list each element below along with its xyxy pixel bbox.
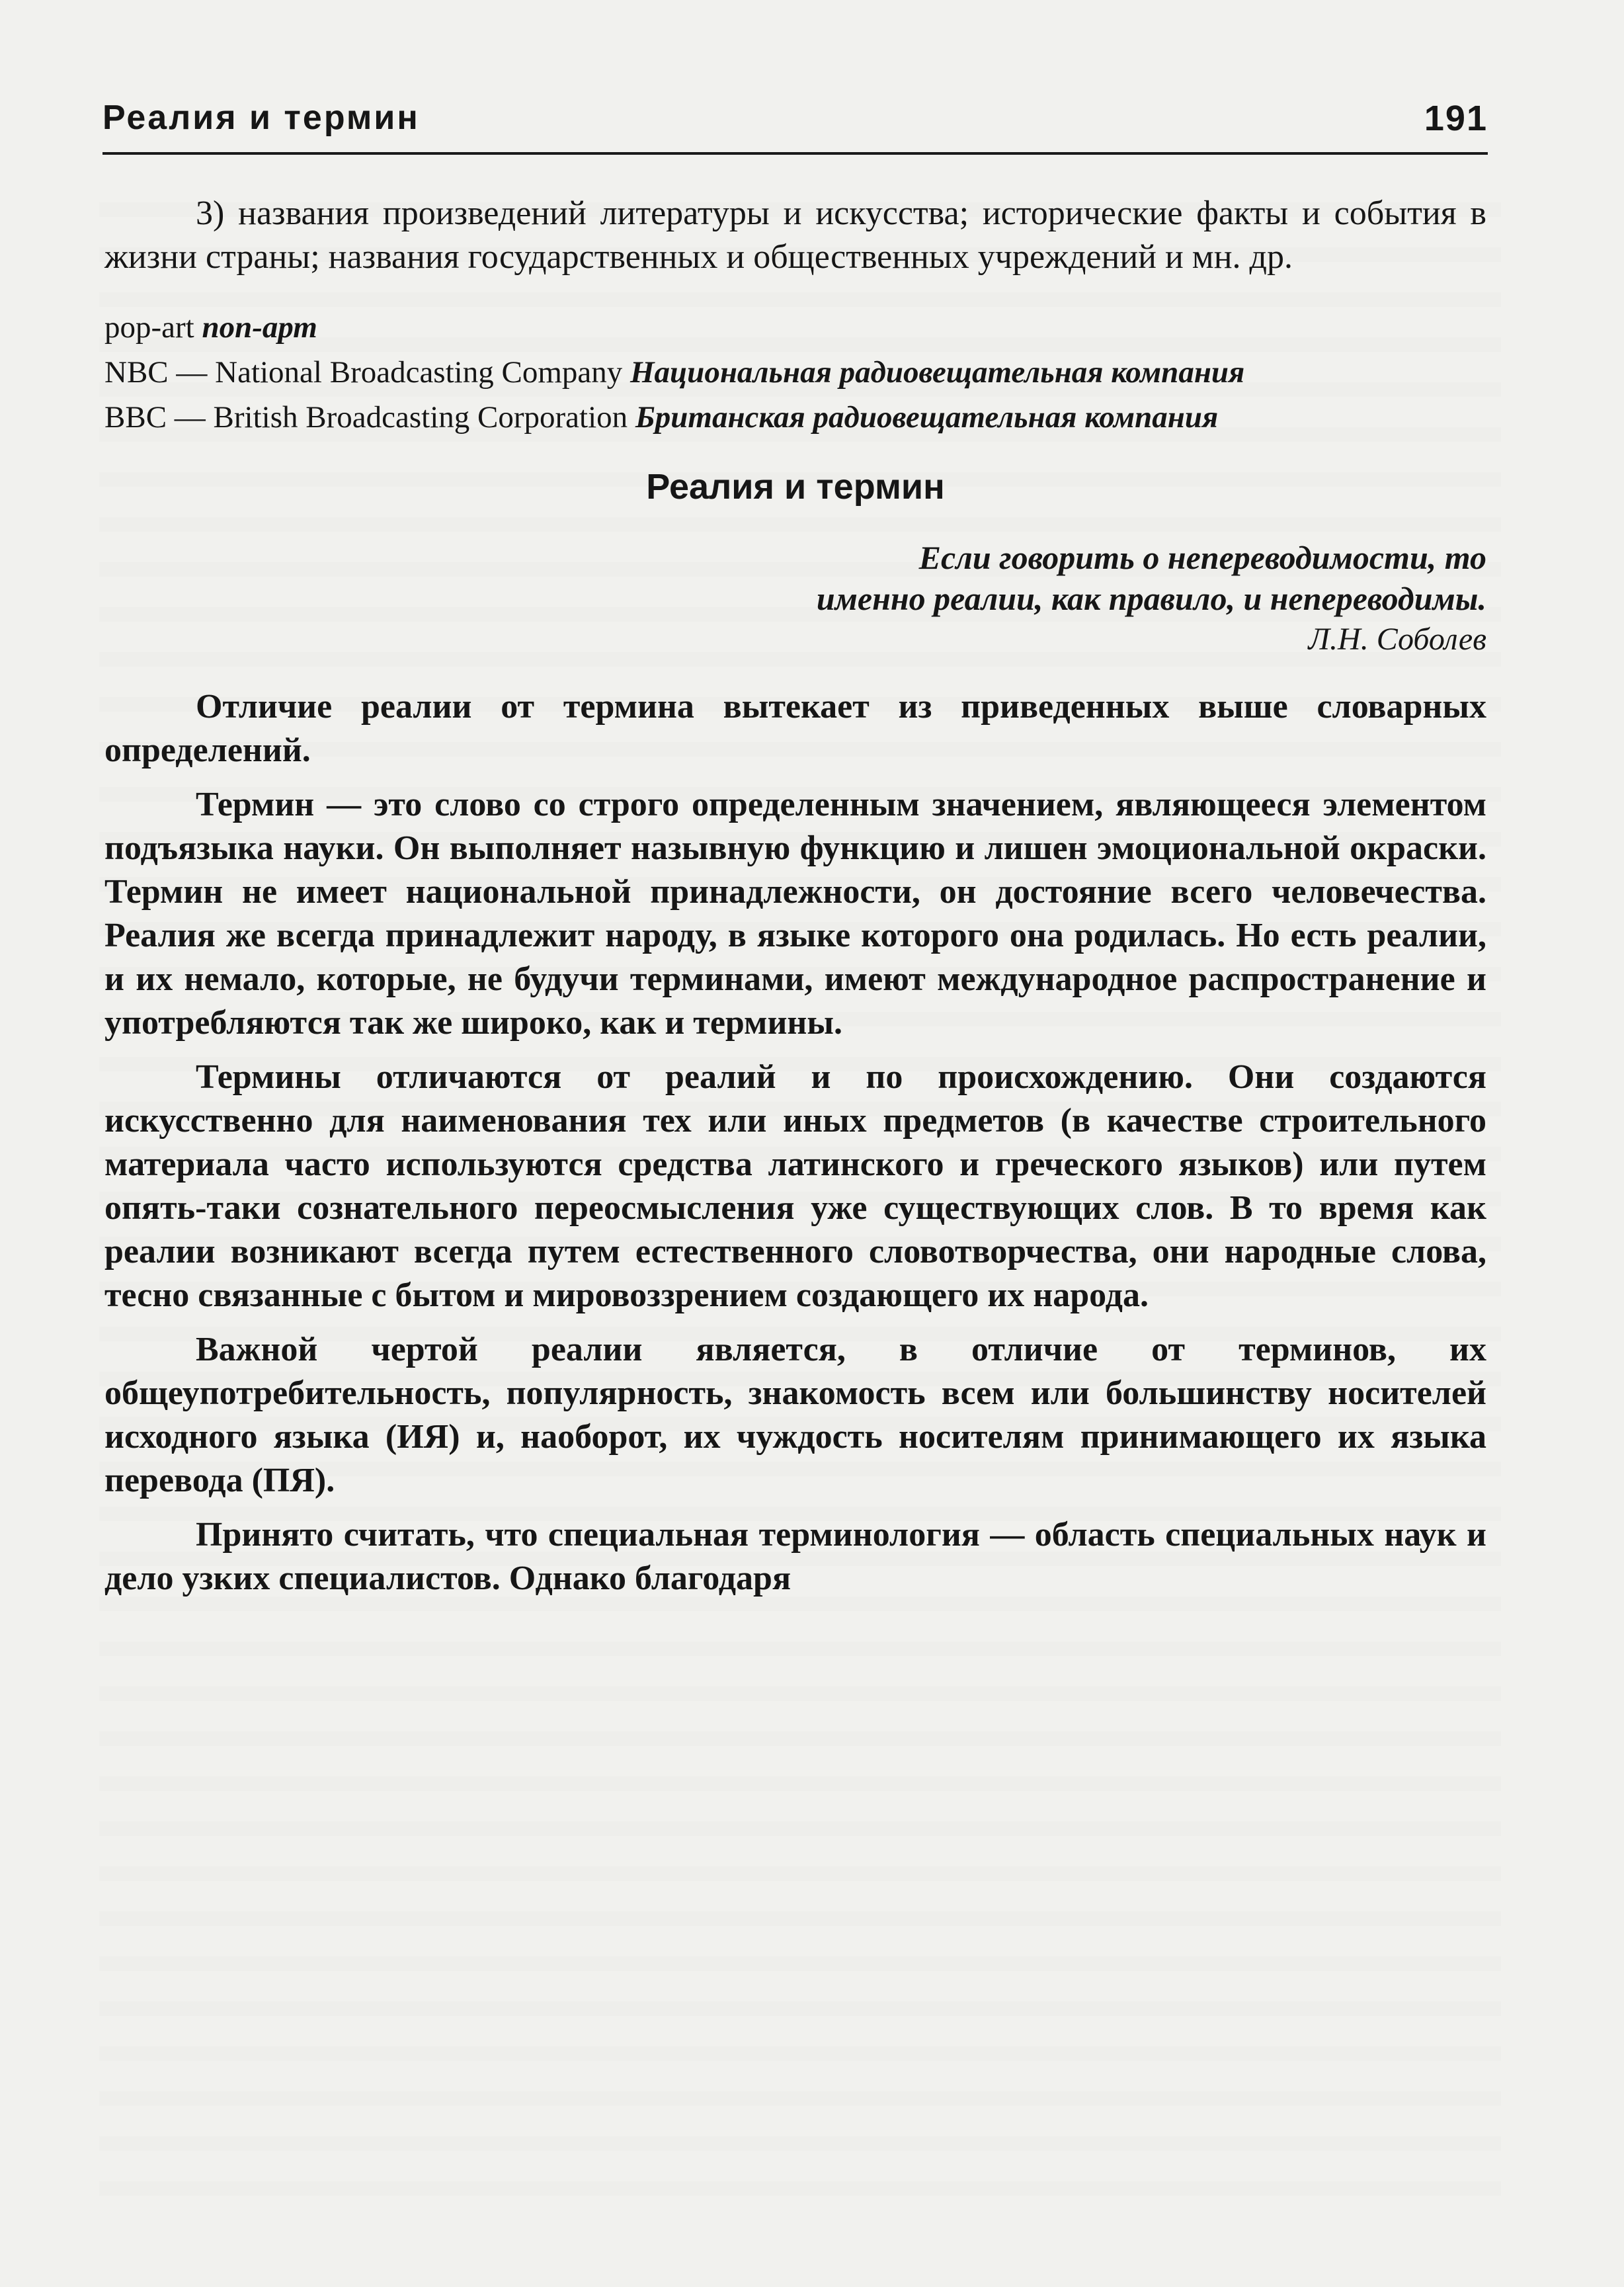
paragraph-2: Термин — это слово со строго определенным значением, являющееся элементом подъязыка науки. Он выполняет назывную функцию и лишен эмоциональной окраски. Термин не имеет национальной принадлежности, он достояние всего человечества. Реалия же всегда принадлежит народу, в языке которого она родилась. Но есть реалии, и их немало, которые, не будучи терминами, имеют международное распространение и употребляются так же широко, как и термины.: [104, 786, 1486, 1042]
example-nbc: [104, 352, 1486, 393]
example-pop-art: [104, 307, 1486, 348]
example-translation: Британская радиовещательная компания: [635, 400, 1219, 435]
page-number: 191: [1424, 99, 1488, 138]
example-translation: Национальная радиовещательная компания: [629, 355, 1245, 390]
example-translation: поп-арт: [202, 310, 317, 345]
running-header: [102, 98, 1488, 155]
epigraph-author: Л.Н. Соболев: [1308, 622, 1486, 657]
paragraph-1: Отличие реалии от термина вытекает из приведенных выше словарных определений.: [104, 688, 1486, 769]
examples-list: [104, 307, 1486, 438]
intro-item-3: 3) названия произведений литературы и искусства; исторические факты и события в жизни страны; названия государственных и общественных учреждений и мн. др.: [104, 194, 1486, 276]
paragraph-3: Термины отличаются от реалий и по происхождению. Они создаются искусственно для наименования тех или иных предметов (в качестве строительного материала часто используются средства латинского и греческого языков) или путем опять-таки сознательного переосмысления уже существующих слов. В то время как реалии возникают всегда путем естественного словотворчества, они народные слова, тесно связанные с бытом и мировоззрением создающего их народа.: [104, 1058, 1486, 1314]
running-header-title: Реалия и термин: [102, 99, 420, 137]
paragraph-4: Важной чертой реалии является, в отличие от терминов, их общеупотребительность, популярность, знакомость всем или большинству носителей исходного языка (ИЯ) и, наоборот, их чуждость носителям принимающего их языка перевода (ПЯ).: [104, 1331, 1486, 1499]
example-term: BBC — British Broadcasting Corporation: [104, 400, 628, 435]
paragraph-5: Принято считать, что специальная терминология — область специальных наук и дело узких специалистов. Однако благодаря: [104, 1516, 1486, 1597]
example-term: NBC — National Broadcasting Company: [104, 355, 623, 390]
epigraph-line-2: именно реалии, как правило, и непереводимы.: [816, 580, 1486, 617]
page-content: [104, 192, 1486, 1601]
epigraph-line-1: Если говорить о непереводимости, то: [918, 539, 1486, 576]
example-term: pop-art: [104, 310, 194, 345]
section-title: Реалия и термин: [646, 467, 945, 507]
example-bbc: [104, 397, 1486, 438]
